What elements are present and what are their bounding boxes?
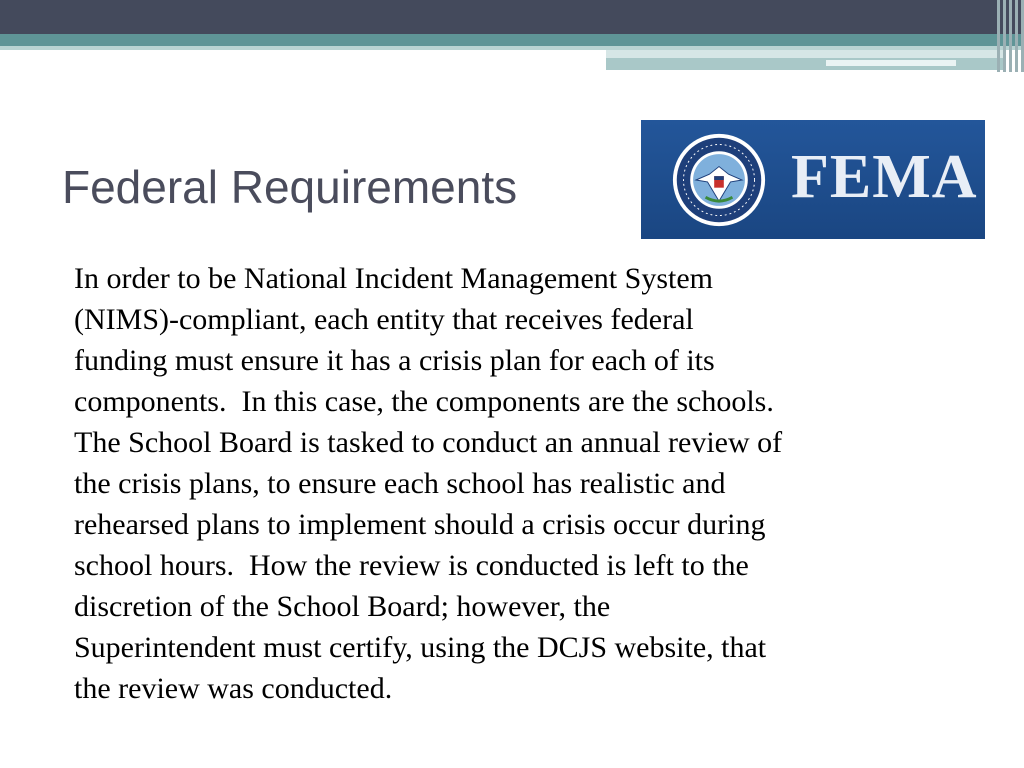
banner-accent-bar	[606, 50, 1006, 58]
body-line: the review was conducted.	[74, 672, 393, 705]
body-line: funding must ensure it has a crisis plan for each of its	[74, 344, 715, 377]
body-line: the crisis plans, to ensure each school has realistic and	[74, 467, 726, 500]
slide-title: Federal Requirements	[62, 161, 518, 213]
stripe	[1003, 0, 1006, 72]
stripe	[1015, 0, 1018, 72]
fema-wordmark: FEMA	[791, 143, 978, 211]
body-line: The School Board is tasked to conduct an annual review of	[74, 426, 783, 459]
stripe	[1009, 0, 1012, 72]
body-line: (NIMS)-compliant, each entity that receives federal	[74, 303, 694, 336]
body-line: components. In this case, the components are the schools.	[74, 385, 774, 418]
body-line: rehearsed plans to implement should a crisis occur during	[74, 508, 766, 541]
banner-stripes	[996, 0, 1024, 72]
body-paragraph	[74, 258, 974, 709]
dhs-seal-icon	[671, 132, 767, 228]
body-line: Superintendent must certify, using the DCJS website, that	[74, 631, 767, 664]
body-line: discretion of the School Board; however, the	[74, 590, 611, 623]
banner-accent-bar	[826, 60, 956, 66]
body-line: In order to be National Incident Management System	[74, 262, 713, 295]
body-line: school hours. How the review is conducted is left to the	[74, 549, 749, 582]
stripe	[997, 0, 1000, 72]
banner-dark-bar	[0, 0, 1024, 34]
banner-teal-bar	[0, 34, 1024, 46]
fema-logo	[641, 120, 985, 239]
